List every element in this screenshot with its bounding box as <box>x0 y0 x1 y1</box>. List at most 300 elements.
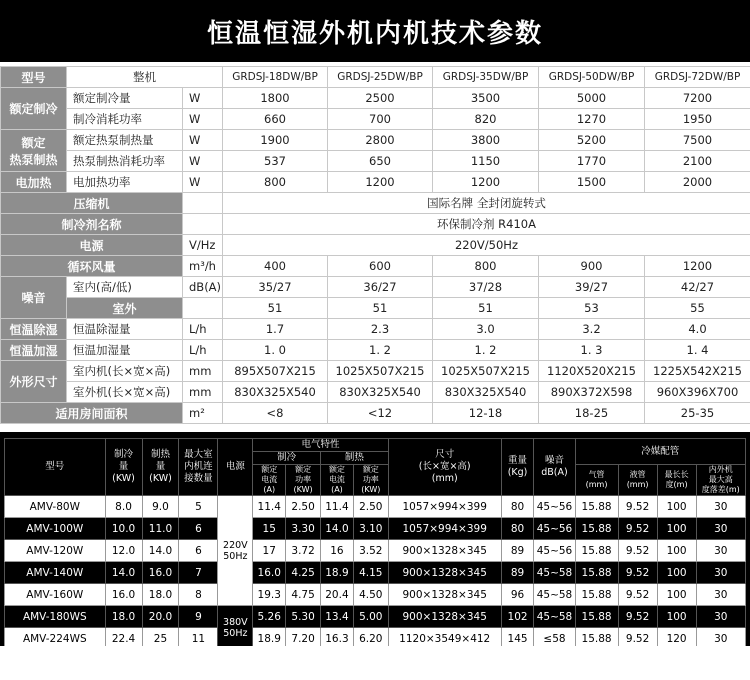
dehumidify-group: 恒温除湿 <box>1 319 67 340</box>
amv-cell-size: 900×1328×345 <box>388 584 501 606</box>
value-cell: 3800 <box>433 130 539 151</box>
row-unit: dB(A) <box>183 277 223 298</box>
value-cell: 3.2 <box>539 319 645 340</box>
header-refrigerant-piping: 冷媒配管 <box>575 439 745 465</box>
amv-cell-gas: 15.88 <box>575 584 618 606</box>
rated-heating-row <box>1 130 750 151</box>
header-line: 50Hz <box>223 627 248 639</box>
amv-cell-len: 120 <box>657 628 696 647</box>
value-cell: 39/27 <box>539 277 645 298</box>
value-cell: 7500 <box>645 130 750 151</box>
row-unit <box>183 298 223 319</box>
row-unit: W <box>183 172 223 193</box>
value-cell: 2500 <box>328 88 433 109</box>
header-line: 50Hz <box>223 550 248 562</box>
value-cell: 830X325X540 <box>328 382 433 403</box>
amv-cell-cp: 7.20 <box>286 628 321 647</box>
header-rated-power <box>353 465 388 496</box>
amv-data-row <box>5 496 746 518</box>
amv-cell-heat: 9.0 <box>142 496 179 518</box>
header-line: 内外机 <box>708 465 733 474</box>
header-line: 最大室 <box>184 449 213 460</box>
header-rated-power <box>286 465 321 496</box>
amv-cell-noise: 45~58 <box>534 584 575 606</box>
amv-cell-weight: 80 <box>501 496 534 518</box>
row-unit: W <box>183 151 223 172</box>
value-cell: 51 <box>433 298 539 319</box>
header-max-indoor <box>179 439 218 496</box>
amv-cell-liquid: 9.52 <box>618 540 657 562</box>
header-line: 气管 <box>588 470 605 479</box>
value-cell: 830X325X540 <box>223 382 328 403</box>
noise-indoor-row <box>1 277 750 298</box>
header-noise <box>534 439 575 496</box>
header-cooling-capacity <box>105 439 142 496</box>
row-label: 室外机(长×宽×高) <box>67 382 183 403</box>
refrigerant-value: 环保制冷剂 R410A <box>223 214 750 235</box>
header-line: 接数量 <box>184 473 213 484</box>
value-cell: 400 <box>223 256 328 277</box>
value-cell: 2800 <box>328 130 433 151</box>
header-line: (KW) <box>293 485 313 494</box>
amv-cell-cc: 17 <box>253 540 286 562</box>
amv-data-row <box>5 540 746 562</box>
rated-cooling-row <box>1 88 750 109</box>
amv-cell-hc: 16.3 <box>321 628 354 647</box>
header-line: 额定 <box>328 465 345 474</box>
header-line: (长×宽×高) <box>418 461 471 472</box>
amv-cell-height: 30 <box>696 540 745 562</box>
model-name: GRDSJ-25DW/BP <box>328 67 433 88</box>
amv-cell-weight: 89 <box>501 540 534 562</box>
row-label: 恒温加湿量 <box>67 340 183 361</box>
header-line: (mm) <box>585 480 608 489</box>
rated-heating-group <box>1 130 67 172</box>
header-line: 尺寸 <box>435 449 455 460</box>
amv-cell-cp: 3.30 <box>286 518 321 540</box>
amv-cell-cc: 19.3 <box>253 584 286 606</box>
amv-cell-weight: 96 <box>501 584 534 606</box>
amv-cell-max: 6 <box>179 540 218 562</box>
amv-table <box>4 438 746 646</box>
header-line: 制热 <box>150 449 170 460</box>
header-line: 噪音 <box>544 455 564 466</box>
header-gas-pipe <box>575 465 618 496</box>
row-label: 室内机(长×宽×高) <box>67 361 183 382</box>
value-cell: 800 <box>223 172 328 193</box>
header-max-height <box>696 465 745 496</box>
amv-cell-max: 9 <box>179 606 218 628</box>
value-cell: 820 <box>433 109 539 130</box>
room-area-label: 适用房间面积 <box>1 403 183 424</box>
value-cell: 1200 <box>433 172 539 193</box>
value-cell: 960X396X700 <box>645 382 750 403</box>
value-cell: 660 <box>223 109 328 130</box>
amv-cell-hc: 11.4 <box>321 496 354 518</box>
header-line: 最长长 <box>664 470 689 479</box>
amv-cell-cool: 10.0 <box>105 518 142 540</box>
power-220v-cell <box>218 496 253 606</box>
amv-cell-max: 6 <box>179 518 218 540</box>
dehumidify-row <box>1 319 750 340</box>
amv-cell-gas: 15.88 <box>575 496 618 518</box>
amv-cell-height: 30 <box>696 496 745 518</box>
amv-cell-model: AMV-180WS <box>5 606 106 628</box>
value-cell: 5200 <box>539 130 645 151</box>
header-weight <box>501 439 534 496</box>
header-line: 220V <box>223 539 248 551</box>
electric-heating-group: 电加热 <box>1 172 67 193</box>
value-cell: 1200 <box>645 256 750 277</box>
header-heating-capacity <box>142 439 179 496</box>
amv-cell-noise: 45~56 <box>534 540 575 562</box>
header-line: 制冷 <box>114 449 134 460</box>
refrigerant-label: 制冷剂名称 <box>1 214 183 235</box>
amv-cell-hp: 4.15 <box>353 562 388 584</box>
amv-cell-hp: 5.00 <box>353 606 388 628</box>
amv-cell-len: 100 <box>657 606 696 628</box>
header-line: (A) <box>331 485 343 494</box>
header-liquid-pipe <box>618 465 657 496</box>
amv-cell-len: 100 <box>657 584 696 606</box>
amv-cell-gas: 15.88 <box>575 562 618 584</box>
header-line: (mm) <box>626 480 649 489</box>
amv-cell-cc: 16.0 <box>253 562 286 584</box>
rated-heating-group-line: 热泵制热 <box>9 152 58 167</box>
amv-cell-heat: 16.0 <box>142 562 179 584</box>
header-line: 量 <box>118 461 129 472</box>
value-cell: 2000 <box>645 172 750 193</box>
value-cell: <8 <box>223 403 328 424</box>
model-name: GRDSJ-35DW/BP <box>433 67 539 88</box>
amv-cell-cool: 14.0 <box>105 562 142 584</box>
value-cell: 1200 <box>328 172 433 193</box>
amv-cell-weight: 145 <box>501 628 534 647</box>
header-line: (A) <box>263 485 276 494</box>
amv-cell-weight: 102 <box>501 606 534 628</box>
row-unit: L/h <box>183 319 223 340</box>
value-cell: 5000 <box>539 88 645 109</box>
model-name: GRDSJ-72DW/BP <box>645 67 750 88</box>
dimensions-indoor-row <box>1 361 750 382</box>
rated-heating-group-line: 额定 <box>21 135 46 150</box>
value-cell: 1025X507X215 <box>328 361 433 382</box>
model-name: GRDSJ-50DW/BP <box>539 67 645 88</box>
compressor-row <box>1 193 750 214</box>
amv-cell-height: 30 <box>696 606 745 628</box>
amv-table-panel <box>0 432 750 646</box>
amv-cell-hp: 3.52 <box>353 540 388 562</box>
header-rated-current <box>321 465 354 496</box>
amv-cell-hc: 20.4 <box>321 584 354 606</box>
row-unit: W <box>183 109 223 130</box>
row-unit: mm <box>183 382 223 403</box>
header-heating: 制热 <box>321 452 389 465</box>
row-unit: W <box>183 130 223 151</box>
value-cell: 4.0 <box>645 319 750 340</box>
value-cell: <12 <box>328 403 433 424</box>
amv-cell-model: AMV-100W <box>5 518 106 540</box>
header-line: 内机连 <box>184 461 213 472</box>
header-line: (KW) <box>112 473 135 484</box>
amv-cell-liquid: 9.52 <box>618 606 657 628</box>
row-unit <box>183 214 223 235</box>
amv-cell-cp: 4.25 <box>286 562 321 584</box>
header-size <box>388 439 501 496</box>
amv-cell-len: 100 <box>657 518 696 540</box>
header-max-length <box>657 465 696 496</box>
amv-cell-liquid: 9.52 <box>618 496 657 518</box>
value-cell: 1025X507X215 <box>433 361 539 382</box>
value-cell: 1950 <box>645 109 750 130</box>
page-title: 恒温恒湿外机内机技术参数 <box>0 0 750 62</box>
humidify-row <box>1 340 750 361</box>
amv-cell-max: 11 <box>179 628 218 647</box>
amv-cell-cp: 4.75 <box>286 584 321 606</box>
power-supply-value: 220V/50Hz <box>223 235 750 256</box>
value-cell: 35/27 <box>223 277 328 298</box>
value-cell: 1120X520X215 <box>539 361 645 382</box>
power-supply-row <box>1 235 750 256</box>
amv-cell-hc: 16 <box>321 540 354 562</box>
amv-cell-hp: 2.50 <box>353 496 388 518</box>
amv-cell-heat: 18.0 <box>142 584 179 606</box>
amv-cell-len: 100 <box>657 496 696 518</box>
amv-cell-liquid: 9.52 <box>618 628 657 647</box>
amv-cell-height: 30 <box>696 518 745 540</box>
header-cooling: 制冷 <box>253 452 321 465</box>
amv-cell-hp: 6.20 <box>353 628 388 647</box>
amv-cell-len: 100 <box>657 540 696 562</box>
amv-cell-liquid: 9.52 <box>618 562 657 584</box>
amv-cell-cc: 15 <box>253 518 286 540</box>
value-cell: 1800 <box>223 88 328 109</box>
dimensions-group: 外形尺寸 <box>1 361 67 403</box>
noise-group: 噪音 <box>1 277 67 319</box>
amv-cell-cp: 3.72 <box>286 540 321 562</box>
value-cell: 25-35 <box>645 403 750 424</box>
amv-cell-noise: 45~58 <box>534 606 575 628</box>
value-cell: 37/28 <box>433 277 539 298</box>
compressor-value: 国际名牌 全封闭旋转式 <box>223 193 750 214</box>
humidify-group: 恒温加湿 <box>1 340 67 361</box>
value-cell: 42/27 <box>645 277 750 298</box>
value-cell: 7200 <box>645 88 750 109</box>
value-cell: 18-25 <box>539 403 645 424</box>
header-line: 功率 <box>362 475 379 484</box>
row-unit: L/h <box>183 340 223 361</box>
amv-cell-hp: 3.10 <box>353 518 388 540</box>
header-line: 380V <box>223 616 248 628</box>
amv-header-row <box>5 439 746 452</box>
header-line: 功率 <box>295 475 312 484</box>
header-line: 最大高 <box>708 475 733 484</box>
room-area-row <box>1 403 750 424</box>
rated-cooling-group: 额定制冷 <box>1 88 67 130</box>
amv-cell-gas: 15.88 <box>575 606 618 628</box>
amv-cell-height: 30 <box>696 562 745 584</box>
header-line: (KW) <box>361 485 381 494</box>
value-cell: 2100 <box>645 151 750 172</box>
amv-cell-liquid: 9.52 <box>618 518 657 540</box>
amv-cell-cp: 5.30 <box>286 606 321 628</box>
amv-cell-size: 900×1328×345 <box>388 540 501 562</box>
row-label: 室外 <box>67 298 183 319</box>
amv-cell-cool: 22.4 <box>105 628 142 647</box>
amv-cell-liquid: 9.52 <box>618 584 657 606</box>
header-line: (Kg) <box>507 467 528 478</box>
amv-data-row <box>5 606 746 628</box>
value-cell: 1770 <box>539 151 645 172</box>
value-cell: 1500 <box>539 172 645 193</box>
row-label: 热泵制热消耗功率 <box>67 151 183 172</box>
airflow-row <box>1 256 750 277</box>
header-line: 额定 <box>362 465 379 474</box>
value-cell: 800 <box>433 256 539 277</box>
row-label: 制冷消耗功率 <box>67 109 183 130</box>
amv-cell-height: 30 <box>696 628 745 647</box>
amv-cell-heat: 14.0 <box>142 540 179 562</box>
value-cell: 1. 2 <box>433 340 539 361</box>
value-cell: 1. 4 <box>645 340 750 361</box>
value-cell: 700 <box>328 109 433 130</box>
header-line: 液管 <box>629 470 646 479</box>
amv-cell-gas: 15.88 <box>575 628 618 647</box>
airflow-label: 循环风量 <box>1 256 183 277</box>
power-380v-cell <box>218 606 253 647</box>
model-row <box>1 67 750 88</box>
header-line: 电流 <box>261 475 278 484</box>
value-cell: 3500 <box>433 88 539 109</box>
value-cell: 650 <box>328 151 433 172</box>
header-line: 度(m) <box>665 480 688 489</box>
amv-cell-hp: 4.50 <box>353 584 388 606</box>
value-cell: 36/27 <box>328 277 433 298</box>
amv-cell-model: AMV-224WS <box>5 628 106 647</box>
amv-data-row <box>5 628 746 647</box>
amv-cell-len: 100 <box>657 562 696 584</box>
noise-outdoor-row <box>1 298 750 319</box>
value-cell: 1900 <box>223 130 328 151</box>
amv-cell-size: 900×1328×345 <box>388 562 501 584</box>
value-cell: 1225X542X215 <box>645 361 750 382</box>
amv-cell-hc: 13.4 <box>321 606 354 628</box>
header-line: (KW) <box>149 473 172 484</box>
value-cell: 2.3 <box>328 319 433 340</box>
amv-cell-model: AMV-160W <box>5 584 106 606</box>
row-label: 电加热功率 <box>67 172 183 193</box>
amv-cell-size: 900×1328×345 <box>388 606 501 628</box>
header-line: 电流 <box>328 475 345 484</box>
compressor-label: 压缩机 <box>1 193 183 214</box>
header-line: (mm) <box>431 473 458 484</box>
amv-cell-hc: 18.9 <box>321 562 354 584</box>
value-cell: 55 <box>645 298 750 319</box>
value-cell: 1. 3 <box>539 340 645 361</box>
amv-cell-cool: 16.0 <box>105 584 142 606</box>
amv-cell-model: AMV-120W <box>5 540 106 562</box>
row-unit: W <box>183 88 223 109</box>
amv-cell-cool: 8.0 <box>105 496 142 518</box>
header-line: 度落差(m) <box>701 485 740 494</box>
header-line: 额定 <box>295 465 312 474</box>
amv-cell-cool: 12.0 <box>105 540 142 562</box>
value-cell: 53 <box>539 298 645 319</box>
rated-heating-row <box>1 151 750 172</box>
value-cell: 1. 2 <box>328 340 433 361</box>
row-label: 额定制冷量 <box>67 88 183 109</box>
value-cell: 895X507X215 <box>223 361 328 382</box>
amv-cell-model: AMV-80W <box>5 496 106 518</box>
amv-cell-max: 5 <box>179 496 218 518</box>
value-cell: 1. 0 <box>223 340 328 361</box>
amv-cell-size: 1057×994×399 <box>388 496 501 518</box>
header-rated-current <box>253 465 286 496</box>
amv-cell-hc: 14.0 <box>321 518 354 540</box>
amv-cell-heat: 11.0 <box>142 518 179 540</box>
value-cell: 900 <box>539 256 645 277</box>
amv-cell-noise: ≤58 <box>534 628 575 647</box>
amv-cell-cp: 2.50 <box>286 496 321 518</box>
row-unit <box>183 193 223 214</box>
rated-cooling-row <box>1 109 750 130</box>
value-cell: 3.0 <box>433 319 539 340</box>
row-unit: V/Hz <box>183 235 223 256</box>
amv-cell-size: 1057×994×399 <box>388 518 501 540</box>
amv-data-row <box>5 518 746 540</box>
value-cell: 537 <box>223 151 328 172</box>
value-cell: 12-18 <box>433 403 539 424</box>
header-line: 量 <box>155 461 166 472</box>
amv-cell-model: AMV-140W <box>5 562 106 584</box>
amv-data-row <box>5 584 746 606</box>
row-label: 额定热泵制热量 <box>67 130 183 151</box>
amv-cell-cc: 5.26 <box>253 606 286 628</box>
amv-cell-size: 1120×3549×412 <box>388 628 501 647</box>
amv-cell-max: 7 <box>179 562 218 584</box>
model-label: 型号 <box>1 67 67 88</box>
power-supply-label: 电源 <box>1 235 183 256</box>
unit-label: 整机 <box>67 67 223 88</box>
value-cell: 51 <box>223 298 328 319</box>
amv-cell-gas: 15.88 <box>575 540 618 562</box>
amv-cell-cc: 11.4 <box>253 496 286 518</box>
amv-cell-noise: 45~56 <box>534 496 575 518</box>
spec-table <box>0 66 750 424</box>
model-name: GRDSJ-18DW/BP <box>223 67 328 88</box>
row-unit: m³/h <box>183 256 223 277</box>
amv-cell-gas: 15.88 <box>575 518 618 540</box>
header-power: 电源 <box>218 439 253 496</box>
header-line: dB(A) <box>541 467 568 478</box>
amv-cell-cc: 18.9 <box>253 628 286 647</box>
amv-data-row <box>5 562 746 584</box>
amv-cell-noise: 45~58 <box>534 562 575 584</box>
row-unit: m² <box>183 403 223 424</box>
row-unit: mm <box>183 361 223 382</box>
amv-cell-noise: 45~56 <box>534 518 575 540</box>
amv-cell-cool: 18.0 <box>105 606 142 628</box>
amv-cell-weight: 80 <box>501 518 534 540</box>
value-cell: 830X325X540 <box>433 382 539 403</box>
value-cell: 1.7 <box>223 319 328 340</box>
value-cell: 600 <box>328 256 433 277</box>
dimensions-outdoor-row <box>1 382 750 403</box>
amv-cell-weight: 89 <box>501 562 534 584</box>
electric-heating-row <box>1 172 750 193</box>
value-cell: 51 <box>328 298 433 319</box>
amv-cell-height: 30 <box>696 584 745 606</box>
